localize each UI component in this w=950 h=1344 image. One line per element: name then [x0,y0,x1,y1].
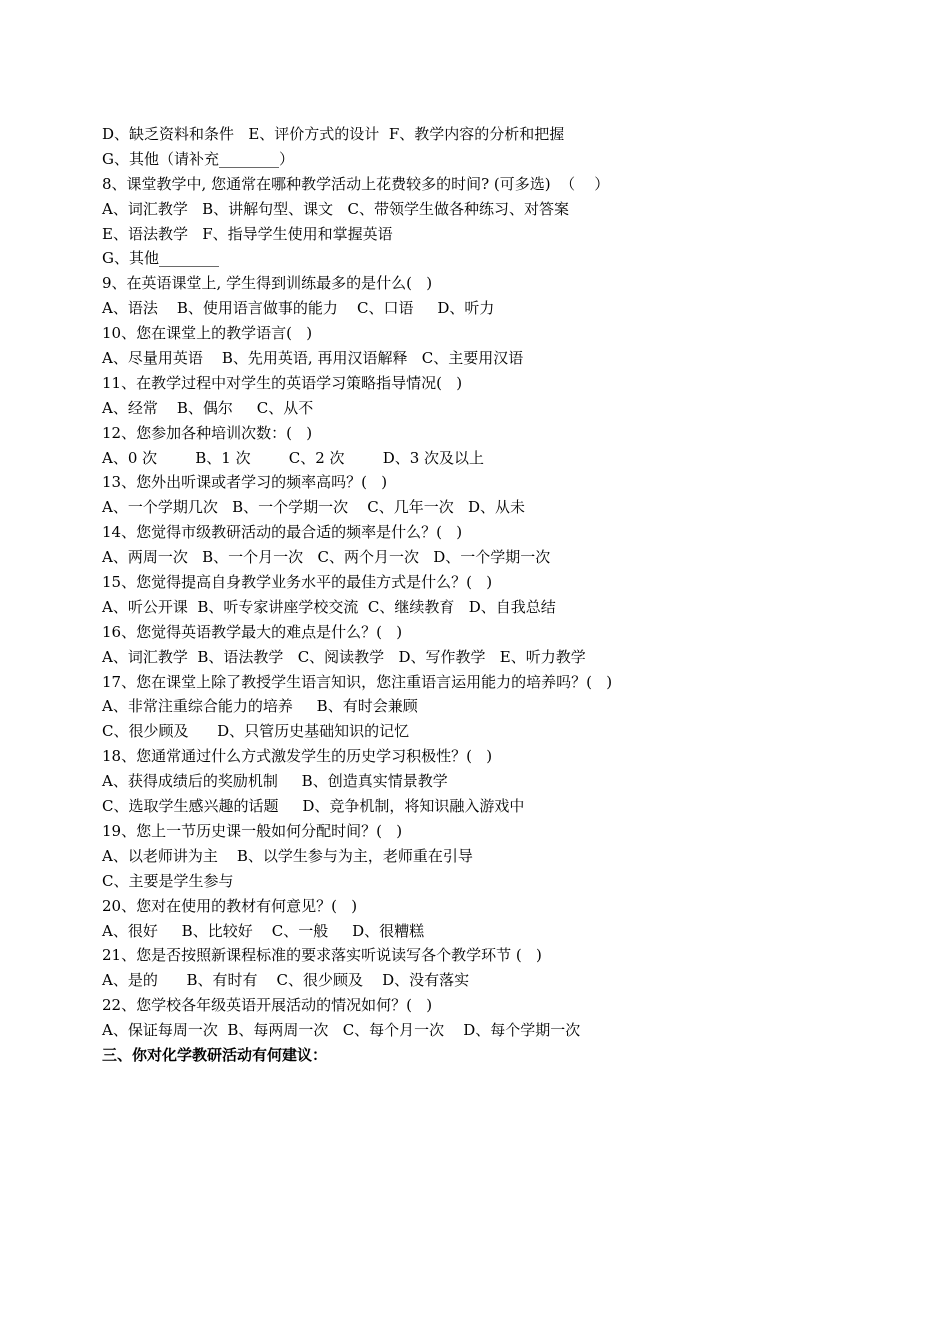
question-line: A、两周一次 B、一个月一次 C、两个月一次 D、一个学期一次 [102,548,551,567]
question-line: A、一个学期几次 B、一个学期一次 C、几年一次 D、从未 [102,498,526,517]
question-line: E、语法教学 F、指导学生使用和掌握英语 [102,224,393,243]
question-line: A、很好 B、比较好 C、一般 D、很糟糕 [102,921,425,940]
question-line: A、词汇教学 B、语法教学 C、阅读教学 D、写作教学 E、听力教学 [102,647,586,666]
question-line: A、非常注重综合能力的培养 B、有时会兼顾 [102,697,418,716]
question-line: 15、您觉得提高自身教学业务水平的最佳方式是什么？( ) [102,573,493,592]
question-line: A、保证每周一次 B、每两周一次 C、每个月一次 D、每个学期一次 [102,1021,581,1040]
question-line: 21、您是否按照新课程标准的要求落实听说读写各个教学环节 ( ) [102,946,542,965]
question-line: G、其他________ [102,249,219,268]
question-line: C、很少顾及 D、只管历史基础知识的记忆 [102,722,410,741]
question-line: 17、您在课堂上除了教授学生语言知识，您注重语言运用能力的培养吗？( ) [102,672,613,691]
question-line: G、其他（请补充________） [102,149,294,168]
question-line: 12、您参加各种培训次数：( ) [102,423,313,442]
question-line: A、语法 B、使用语言做事的能力 C、口语 D、听力 [102,299,495,318]
question-line: A、尽量用英语 B、先用英语, 再用汉语解释 C、主要用汉语 [102,349,524,368]
question-line: C、选取学生感兴趣的话题 D、竞争机制，将知识融入游戏中 [102,797,525,816]
question-line: C、主要是学生参与 [102,871,234,890]
question-line: 18、您通常通过什么方式激发学生的历史学习积极性？( ) [102,747,493,766]
questionnaire-page [102,122,862,1068]
question-line: 14、您觉得市级教研活动的最合适的频率是什么？( ) [102,523,463,542]
question-line: 22、您学校各年级英语开展活动的情况如何？( ) [102,996,433,1015]
question-line: A、词汇教学 B、讲解句型、课文 C、带领学生做各种练习、对答案 [102,199,569,218]
question-line: A、0 次 B、1 次 C、2 次 D、3 次及以上 [102,448,485,467]
question-line: A、获得成绩后的奖励机制 B、创造真实情景教学 [102,772,448,791]
question-line: 13、您外出听课或者学习的频率高吗？( ) [102,473,388,492]
question-line: 19、您上一节历史课一般如何分配时间？( ) [102,821,403,840]
question-line: A、听公开课 B、听专家讲座学校交流 C、继续教育 D、自我总结 [102,597,556,616]
question-line: A、是的 B、有时有 C、很少顾及 D、没有落实 [102,971,470,990]
question-line: 10、您在课堂上的教学语言( ) [102,324,313,343]
question-line: 16、您觉得英语教学最大的难点是什么？( ) [102,622,403,641]
question-line: 9、在英语课堂上, 学生得到训练最多的是什么( ) [102,274,433,293]
question-line: A、以老师讲为主 B、以学生参与为主，老师重在引导 [102,846,473,865]
question-line: 11、在教学过程中对学生的英语学习策略指导情况( ) [102,373,463,392]
section-heading: 三、你对化学教研活动有何建议： [102,1045,328,1064]
question-line: 20、您对在使用的教材有何意见？( ) [102,896,358,915]
question-line: D、缺乏资料和条件 E、评价方式的设计 F、教学内容的分析和把握 [102,125,565,143]
question-line: 8、课堂教学中, 您通常在哪种教学活动上花费较多的时间? (可多选) （ ） [102,174,610,193]
question-line: A、经常 B、偶尔 C、从不 [102,398,314,417]
